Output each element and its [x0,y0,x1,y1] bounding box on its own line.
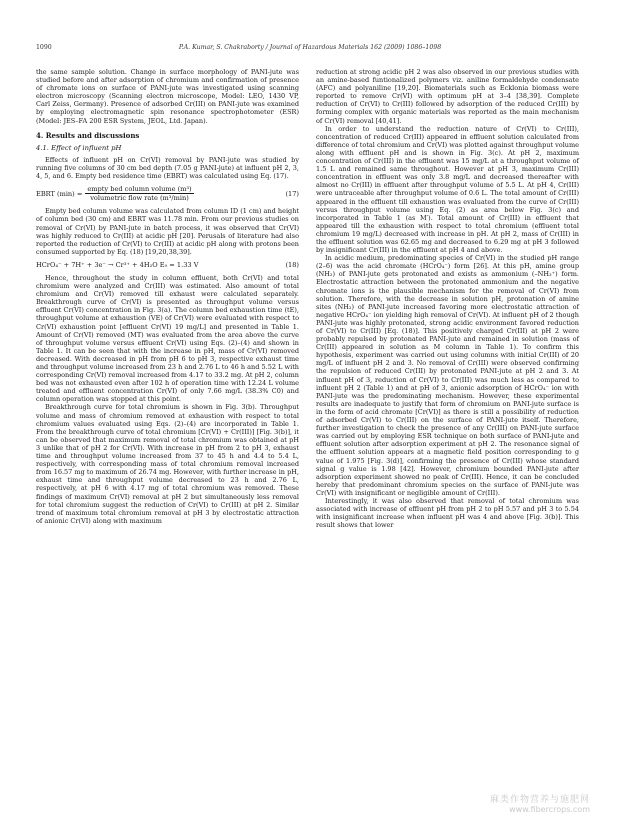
paragraph: In acidic medium, predominating species of Cr(VI) in the studied pH range (2–6) was the acid chromate (HCrO₄⁻) form [26]. At this pH, amine group (NH₂) of PANI-jute gets protonated and exists as ammonium (–NH₃⁺) form. Electrostatic attraction between the protonated ammonium and the negative chromate ions is the plausible mechanism for the removal of Cr(VI) from solution. Therefore, with the decrease in solution pH, protonation of amine sites (NH₂) of PANI-jute increased favoring more electrostatic attraction of negative HCrO₄⁻ ion yielding high removal of Cr(VI). At influent pH of 2 though PANI-jute was highly protonated, strong acidic environment favored reduction of Cr(VI) to Cr(III) [Eq. (18)]. This positively charged Cr(III) at pH 2 were probably repulsed by protonated PANI-jute and remained in solution (mass of Cr(III) appeared in solution as M column in Table 1). To confirm this hypothesis, experiment was carried out using columns with initial Cr(III) of 20 mg/L of influent pH 2 and 3. No removal of Cr(III) were observed confirming the repulsion of reduced Cr(III) by protonated PANI-jute at pH 2 and 3. At influent pH of 3, reduction of Cr(VI) to Cr(III) was much less as compared to influent pH 2 (Table 1) and at pH of 3, anionic adsorption of HCrO₄⁻ ion with PANI-jute was the predominating mechanism. However, these experimental results are inadequate to justify that form of chromium on PANI-jute surface is in the form of acid chromate [Cr(VI)] as there is still a possibility of reduction of adsorbed Cr(VI) to Cr(III) on the surface of PANI-jute itself. Therefore, further investigation to check the presence of any Cr(III) on PANI-jute surface was carried out by employing ESR technique on both surface of PANI-jute and effluent solution after adsorption experiment at pH 2. The resonance signal of the effluent solution appears at a magnetic field position corresponding to g value of 1.975 [Fig. 3(d)], confirming the presence of Cr(III) whose standard signal g value is 1.98 [42]. However, chromium bounded PANI-jute after adsorption experiment showed no peak of Cr(III). Hence, it can be concluded hereby that predominant chromium species on the surface of PANI-jute was Cr(VI) with insignificant or negligible amount of Cr(III). [316,254,579,497]
equation-18 [36,261,299,269]
fraction-denominator: volumetric flow rate (m³/min) [90,194,189,203]
equation-17 [36,185,299,202]
right-column [316,68,579,529]
paragraph: In order to understand the reduction nature of Cr(VI) to Cr(III), concentration of reduced Cr(III) appeared in effluent solution calculated from difference of total chromium and Cr(VI) was plotted against throughput volume along with effluent pH and is shown in Fig. 3(c). At pH 2, maximum concentration of Cr(III) in the effluent was 15 mg/L at a throughput volume of 1.5 L and remained same throughout. However at pH 3, maximum Cr(III) concentration in effluent was only 3.8 mg/L and decreased thereafter with almost no Cr(III) in effluent after throughput volume of 5.5 L. At pH 4, Cr(III) were untraceable after throughput volume of 0.6 L. The total amount of Cr(III) appeared in the effluent till exhaustion was evaluated from the curve of Cr(III) versus throughput volume using Eq. (2) as area below Fig. 3(c) and incorporated in Table 1 (as M′). Total amount of Cr(III) in effluent that appeared till the exhaustion with respect to total chromium (effluent total chromium 19 mg/L) decreased with increase in pH. At pH 2, mass of Cr(III) in the effluent solution was 62.65 mg and decreased to 6.29 mg at pH 3 followed by insignificant Cr(III) in the effluent at pH 4 and above. [316,124,579,255]
paragraph: Effects of influent pH on Cr(VI) removal by PANI-jute was studied by running five columns of 30 cm bed depth (7.05 g PANI-jute) at influent pH 2, 3, 4, 5, and 6. Empty bed residence time (EBRT) was calculated using Eq. (17). [36,155,299,181]
equation-number: (17) [285,189,299,198]
paragraph: reduction at strong acidic pH 2 was also observed in our previous studies with an amine-based funtionalized polymers viz. aniline formaldehyde condensate (AFC) and polyaniline [19,20]. Biomaterials such as Ecklonia biomass were reported to remove Cr(VI) with optimum pH at 3–4 [38,39]. Complete reduction of Cr(VI) to Cr(III) followed by adsorption of the reduced Cr(III) by forming complex with organic materials was reported as the main mechanism of Cr(VI) removal [40,41]. [316,68,579,125]
paragraph: Interestingly, it was also observed that removal of total chromium was associated with increase of effluent pH from pH 2 to pH 5.57 and pH 3 to 5.54 with insignificant increase when influent pH was 4 and above [Fig. 3(b)]. This result shows that lower [316,496,579,530]
watermark-title: 麻类作物营养与施肥网 [489,795,590,805]
paragraph: Hence, throughout the study in column effluent, both Cr(VI) and total chromium were analyzed and Cr(III) was estimated. Also amount of total chromium and Cr(VI) removed till exhaust were calculated separately. Breakthrough curve of Cr(VI) is presented as throughput volume versus effluent Cr(VI) concentration in Fig. 3(a). The column bed exhaustion time (tE), throughput volume at exhaustion (VE) of Cr(VI) were evaluated with respect to Cr(VI) exhaustion point [effluent Cr(VI) 19 mg/L] and presented in Table 1. Amount of Cr(VI) removed (MT) was evaluated from the area above the curve of throughput volume versus effluent Cr(VI) using Eqs. (2)–(4) and shown in Table 1. It can be seen that with the increase in pH, mass of Cr(VI) removed decreased. With decreased in pH from pH 6 to pH 3, respective exhaust time and throughput volume increased from 23 h and 2.76 L to 46 h and 5.52 L with corresponding Cr(VI) removal increased from 4.17 to 33.2 mg. At pH 2, column bed was not exhausted even after 102 h of operation time with 12.24 L volume treated and effluent concentration Cr(VI) of only 7.66 mg/L (38.3% C0) and column operation was stopped at this point. [36,273,299,404]
section-title: 4. Results and discussions [36,130,140,140]
equation-body: HCrO₄⁻ + 7H⁺ + 3e⁻ → Cr³⁺ + 4H₂O E₀ = 1.33 V [36,260,199,269]
subsection-title: 4.1. Effect of influent pH [36,143,122,152]
watermark [490,792,590,814]
equation-fraction [85,185,193,202]
equation-lhs: EBRT (min) = [36,189,83,198]
running-header [36,44,584,56]
fraction-numerator: empty bed column volume (m³) [87,185,192,194]
paragraph: Empty bed column volume was calculated from column ID (1 cm) and height of column bed (30 cm) and EBRT was 11.78 min. From our previous studies on removal of Cr(VI) by PANI-jute in batch process, it was observed that Cr(VI) was highly reduced to Cr(III) at acidic pH [20]. Perusals of literature had also reported the reduction of Cr(VI) to Cr(III) at acidic pH along with protons been consumed supported by Eq. (18) [19,20,38,39]. [36,207,299,256]
paragraph: the same sample solution. Change in surface morphology of PANI-jute was studied before and after adsorption of chromium and confirmation of presence of chromate ions on surface of PANI-jute was investigated using scanning electron microscopy (Scanning electron microscope, Model: LEO, 1430 VP, Carl Zeiss, Germany). Presence of adsorbed Cr(III) on PANI-jute was examined by employing electromagnetic spin resonance spectrophotometer (ESR) (Model: JES–FA 200 ESR System, JEOL, Ltd. Japan). [36,68,299,125]
equation-number: (18) [285,260,299,269]
page-number: 1090 [36,44,52,51]
journal-citation: P.A. Kumar, S. Chakraborty / Journal of Hazardous Materials 162 (2009) 1086–1098 [178,44,442,51]
left-column [36,68,299,525]
paragraph: Breakthrough curve for total chromium is shown in Fig. 3(b). Throughput volume and mass of chromium removed at exhaustion with respect to total chromium values evaluated using Eqs. (2)–(4) are incorporated in Table 1. From the breakthrough curve of total chromium [Cr(VI) + Cr(III)] [Fig. 3(b)], it can be observed that maximum removal of total chromium was obtained at pH 3 unlike that of pH 2 for Cr(VI). With increase in pH from 2 to pH 3, exhaust time and throughput volume increased from 37 to 45 h and 4.4 to 5.4 L, respectively, with corresponding mass of total chromium removal increased from 16.57 mg to maximum of 26.74 mg. However, with further increase in pH, exhaust time and throughput volume decreased to 23 h and 2.76 L, respectively, at pH 6 with 4.17 mg of total chromium was removed. These findings of maximum Cr(VI) removal at pH 2 but simultaneously less removal for total chromium suggest the reduction of Cr(VI) to Cr(III) at pH 2. Similar trend of maximum total chromium removal at pH 3 by electrostatic attraction of anionic Cr(VI) along with maximum [36,403,299,525]
watermark-url: www.fibercrops.com [509,805,590,814]
